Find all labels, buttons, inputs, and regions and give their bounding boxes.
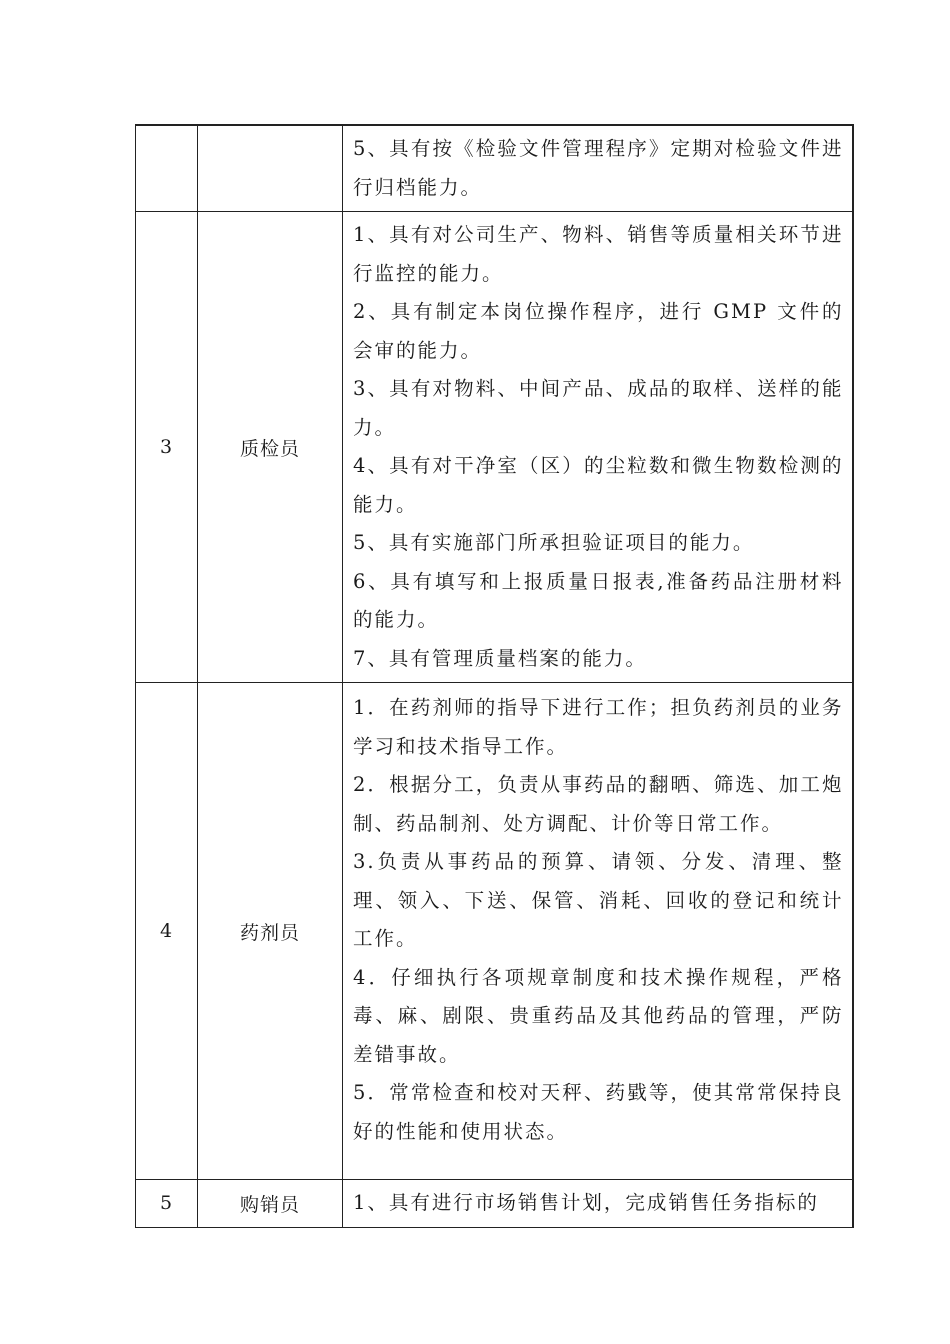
row-number-cell [136,125,198,212]
duty-description-cell [343,212,853,683]
job-duty-table [135,124,854,1228]
duty-item: 1．在药剂师的指导下进行工作；担负药剂员的业务学习和技术指导工作。 [353,696,844,758]
duty-description-cell [343,1180,853,1228]
duty-item: 7、具有管理质量档案的能力。 [353,646,647,670]
role-cell: 购销员 [198,1180,343,1228]
duty-item: 6、具有填写和上报质量日报表,准备药品注册材料的能力。 [353,569,844,631]
duty-item: 3.负责从事药品的预算、请领、分发、清理、整理、领入、下送、保管、消耗、回收的登记和统计工作。 [353,850,844,950]
row-number-cell: 5 [136,1180,198,1228]
duty-item: 3、具有对物料、中间产品、成品的取样、送样的能力。 [353,377,844,439]
role-cell [198,125,343,212]
duty-item: 1、具有对公司生产、物料、销售等质量相关环节进行监控的能力。 [353,223,844,285]
table-row [136,212,853,683]
row-number-cell: 4 [136,683,198,1180]
duty-item: 4、具有对干净室（区）的尘粒数和微生物数检测的能力。 [353,454,844,516]
row-number-cell: 3 [136,212,198,683]
duty-item: 5．常常检查和校对天秤、药戥等，使其常常保持良好的性能和使用状态。 [353,1081,844,1143]
role-cell: 质检员 [198,212,343,683]
duty-item: 1、具有进行市场销售计划，完成销售任务指标的 [353,1191,819,1214]
table-row [136,683,853,1180]
table-row [136,1180,853,1228]
duty-item: 2、具有制定本岗位操作程序，进行 GMP 文件的会审的能力。 [353,300,844,362]
duty-item: 4．仔细执行各项规章制度和技术操作规程，严格毒、麻、剧限、贵重药品及其他药品的管理，严防差错事故。 [353,965,844,1066]
duty-item: 5、具有实施部门所承担验证项目的能力。 [353,531,755,554]
role-cell: 药剂员 [198,683,343,1180]
duty-description-cell [343,125,853,212]
duty-description-cell [343,683,853,1180]
duty-item: 2．根据分工，负责从事药品的翻晒、筛选、加工炮制、药品制剂、处方调配、计价等日常工作。 [353,773,844,835]
table-row [136,125,853,212]
duty-item: 5、具有按《检验文件管理程序》定期对检验文件进行归档能力。 [353,137,844,199]
